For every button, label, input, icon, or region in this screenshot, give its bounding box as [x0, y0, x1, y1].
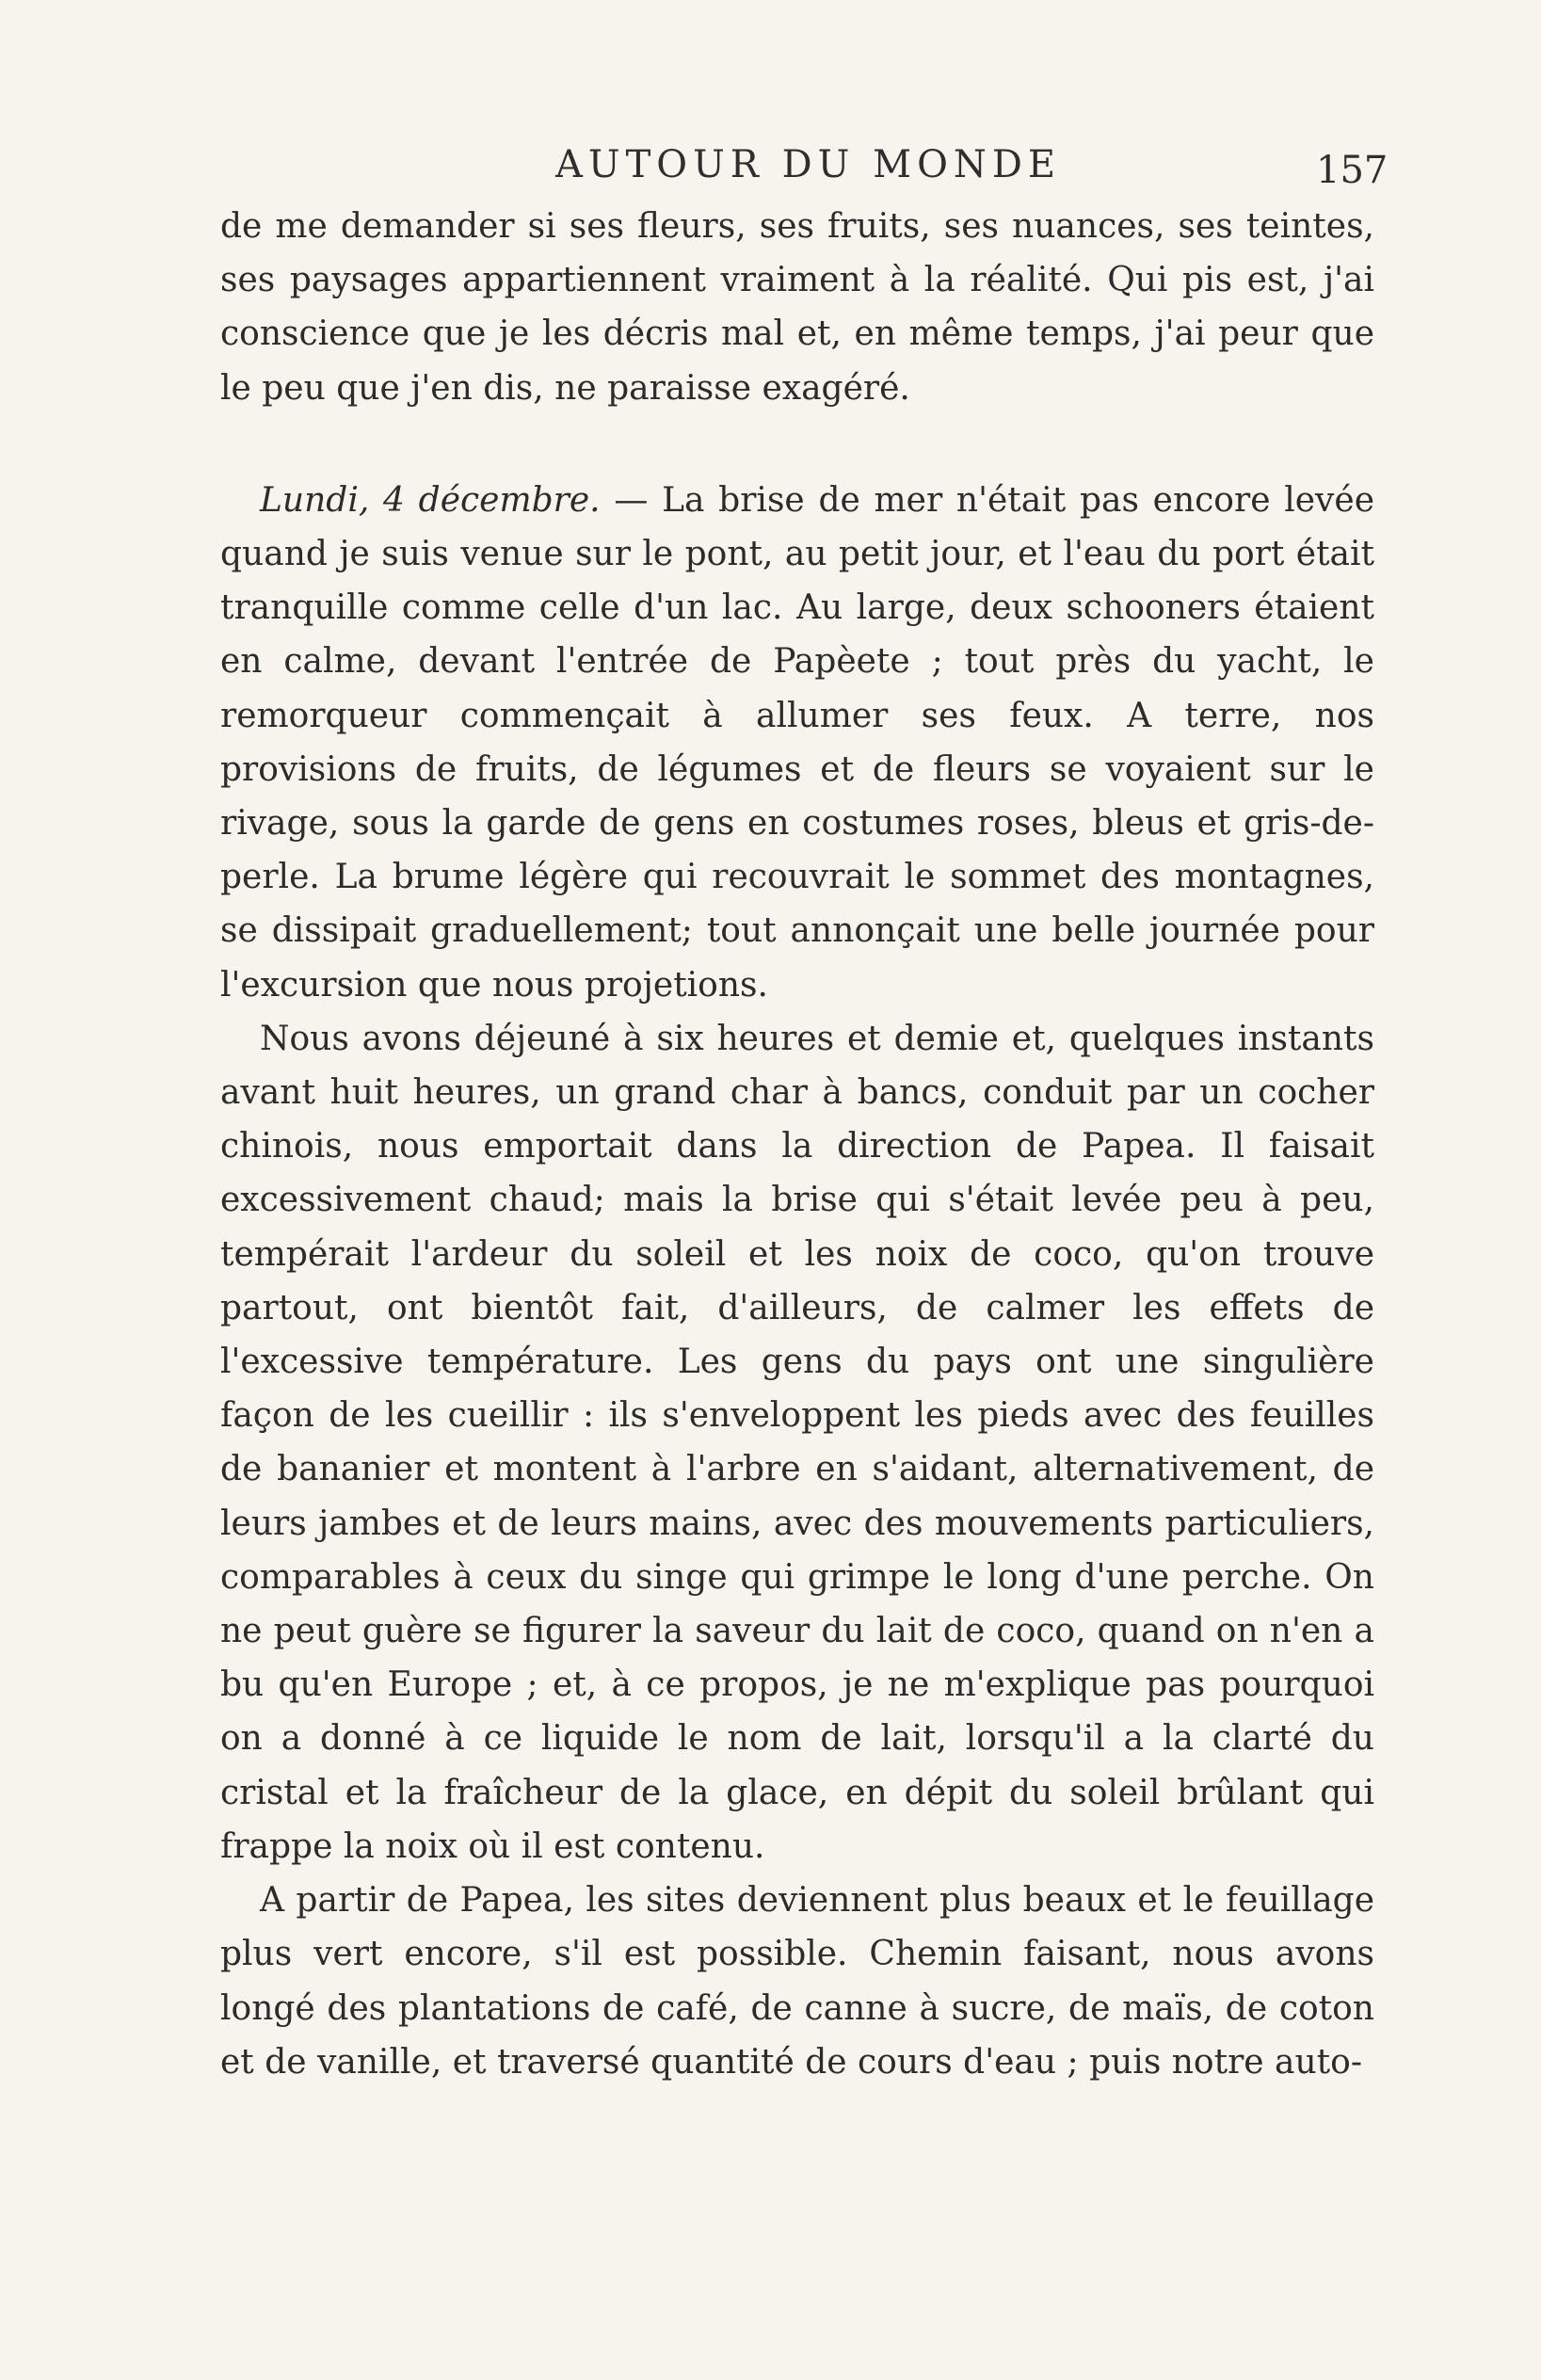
- entry-text: — La brise de mer n'était pas encore levée quand je suis venue sur le pont, au petit jour, et l'eau du port était tranquille comme celle d'un lac. Au large, deux schooners étaient en calme, devant l'entrée de Papèete ; tout près du yacht, le remorqueur commençait à allumer ses feux. A terre, nos provisions de fruits, de légumes et de fleurs se voyaient sur le rivage, sous la garde de gens en costumes roses, bleus et gris-de-perle. La brume légère qui recouvrait le sommet des montagnes, se dissipait graduellement; tout annonçait une belle journée pour l'excursion que nous projetions.: [220, 480, 1374, 1005]
- paragraph-dated-entry: [220, 474, 1374, 1012]
- paragraph-papea: A partir de Papea, les sites deviennent plus beaux et le feuillage plus vert encore, s'il est possible. Chemin faisant, nous avons longé des plantations de café, de canne à sucre, de maïs, de coton et de vanille, et traversé quantité de cours d'eau ; puis notre auto-: [220, 1881, 1374, 2082]
- section-gap: [220, 415, 1374, 474]
- paragraph-continuation: de me demander si ses fleurs, ses fruits, ses nuances, ses teintes, ses paysages appartiennent vraiment à la réalité. Qui pis est, j'ai conscience que je les décris mal et, en même temps, j'ai peur que le peu que j'en dis, ne paraisse exagéré.: [220, 207, 1374, 408]
- entry-date: Lundi, 4 décembre.: [260, 480, 601, 520]
- page-number: 157: [1316, 149, 1389, 192]
- running-title: AUTOUR DU MONDE: [555, 143, 1062, 186]
- body-text: [220, 200, 1374, 2089]
- paragraph-breakfast: Nous avons déjeuné à six heures et demie et, quelques instants avant huit heures, un grand char à bancs, conduit par un cocher chinois, nous emportait dans la direction de Papea. Il faisait excessivement chaud; mais la brise qui s'était levée peu à peu, tempérait l'ardeur du soleil et les noix de coco, qu'on trouve partout, ont bientôt fait, d'ailleurs, de calmer les effets de l'excessive température. Les gens du pays ont une singulière façon de les cueillir : ils s'enveloppent les pieds avec des feuilles de bananier et montent à l'arbre en s'aidant, alternativement, de leurs jambes et de leurs mains, avec des mouvements particuliers, comparables à ceux du singe qui grimpe le long d'une perche. On ne peut guère se figurer la saveur du lait de coco, quand on n'en a bu qu'en Europe ; et, à ce propos, je ne m'explique pas pourquoi on a donné à ce liquide le nom de lait, lorsqu'il a la clarté du cristal et la fraîcheur de la glace, en dépit du soleil brûlant qui frappe la noix où il est contenu.: [220, 1019, 1374, 1866]
